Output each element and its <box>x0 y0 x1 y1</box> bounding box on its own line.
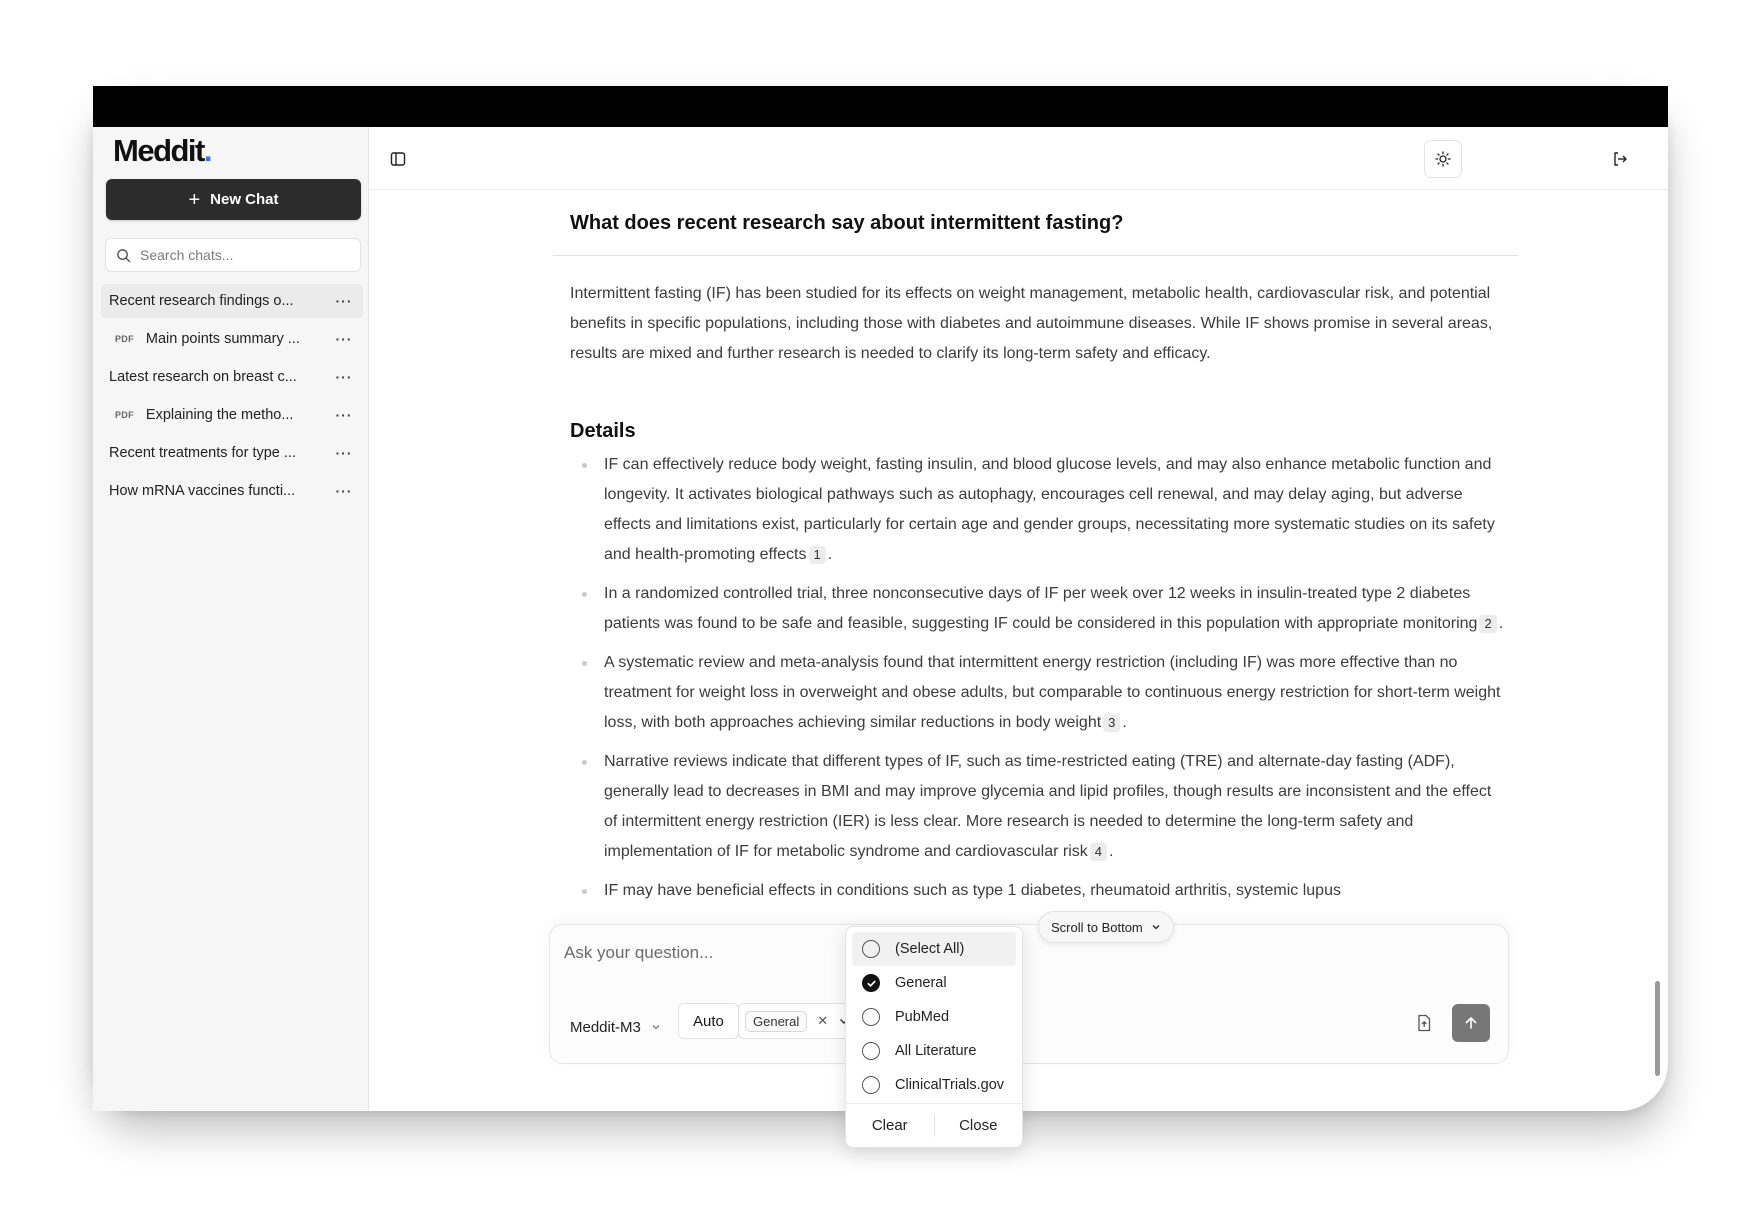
send-button[interactable] <box>1452 1004 1490 1042</box>
more-options-icon[interactable]: ··· <box>335 483 353 499</box>
chat-title: Latest research on breast c... <box>109 369 297 385</box>
checkbox[interactable] <box>862 1008 880 1026</box>
search-box <box>105 238 361 272</box>
bullet-text: IF may have beneficial effects in conditions such as type 1 diabetes, rheumatoid arthritis, systemic lupus <box>604 882 1341 899</box>
attach-file-button[interactable] <box>1410 1009 1438 1037</box>
file-upload-icon <box>1416 1014 1432 1032</box>
search-icon <box>116 248 131 263</box>
list-item <box>570 648 1505 738</box>
list-item <box>570 450 1505 570</box>
more-options-icon[interactable]: ··· <box>335 407 353 423</box>
option-label: (Select All) <box>895 941 965 957</box>
chat-content <box>553 190 1504 925</box>
option-select-all[interactable] <box>852 932 1016 966</box>
more-options-icon[interactable]: ··· <box>335 369 353 385</box>
theme-toggle-button[interactable] <box>1424 140 1462 178</box>
sun-icon <box>1435 151 1451 167</box>
arrow-up-icon <box>1463 1015 1479 1031</box>
clear-button[interactable]: Clear <box>871 1117 908 1134</box>
check-icon <box>866 978 877 989</box>
auto-label: Auto <box>693 1012 724 1030</box>
chat-item[interactable] <box>101 322 363 356</box>
list-item <box>570 876 1505 906</box>
chat-title: Explaining the metho... <box>145 407 294 423</box>
option-label: ClinicalTrials.gov <box>895 1077 1005 1093</box>
bullet-end: . <box>827 546 833 563</box>
pdf-badge: PDF <box>115 334 134 344</box>
more-options-icon[interactable]: ··· <box>335 331 353 347</box>
user-question: What does recent research say about intermittent fasting? <box>570 212 1124 234</box>
main-header <box>370 127 1668 190</box>
chat-title: Recent research findings o... <box>109 293 294 309</box>
chat-item[interactable] <box>101 398 363 432</box>
auto-button[interactable] <box>678 1003 739 1039</box>
bullet-end: . <box>1109 843 1114 860</box>
option-pubmed[interactable] <box>852 1000 1016 1034</box>
chat-item[interactable] <box>101 284 363 318</box>
toggle-sidebar-button[interactable] <box>384 145 412 173</box>
more-options-icon[interactable]: ··· <box>335 293 353 309</box>
logout-icon <box>1612 151 1628 167</box>
dropdown-footer <box>846 1103 1022 1147</box>
source-chip: General <box>745 1011 807 1032</box>
clear-source-icon[interactable]: ✕ <box>817 1013 829 1028</box>
scroll-to-bottom-label: Scroll to Bottom <box>1051 919 1143 935</box>
option-clinicaltrials[interactable] <box>852 1068 1016 1102</box>
close-button[interactable]: Close <box>959 1117 998 1134</box>
checkbox-checked[interactable] <box>862 974 880 992</box>
scrollbar-thumb[interactable] <box>1655 981 1660 1076</box>
logo-text: Meddit <box>113 133 204 168</box>
model-name: Meddit-M3 <box>570 1018 641 1036</box>
chevron-down-icon <box>1151 922 1161 932</box>
pdf-badge: PDF <box>115 410 134 420</box>
bullet-text: IF can effectively reduce body weight, fasting insulin, and blood glucose levels, and may also enhance metabolic function and longevity. It activates biological pathways such as autophagy, encourages cell renewal, and may delay aging, but adverse effects and limitations exist, particularly for certain age and gender groups, necessitating more systematic studies on its safety and health-promoting effects <box>604 456 1495 563</box>
model-selector[interactable] <box>570 1012 661 1042</box>
details-list <box>570 450 1505 915</box>
checkbox[interactable] <box>862 940 880 958</box>
citation-badge[interactable]: 3 <box>1103 714 1120 732</box>
checkbox[interactable] <box>862 1042 880 1060</box>
chat-item[interactable] <box>101 474 363 508</box>
citation-badge[interactable]: 2 <box>1479 615 1496 633</box>
search-chats-input[interactable] <box>140 247 340 263</box>
app-logo[interactable] <box>113 133 211 169</box>
chat-item[interactable] <box>101 360 363 394</box>
chat-list <box>101 284 363 512</box>
list-item <box>570 747 1505 867</box>
chat-item[interactable] <box>101 436 363 470</box>
bullet-text: A systematic review and meta-analysis found that intermittent energy restriction (including IF) was more effective than no treatment for weight loss in overweight and obese adults, but comparable to continuous energy restriction for short-term weight loss, with both approaches achieving similar reductions in body weight <box>604 654 1501 731</box>
option-label: PubMed <box>895 1009 950 1025</box>
more-options-icon[interactable]: ··· <box>335 445 353 461</box>
chat-title: Recent treatments for type ... <box>109 445 296 461</box>
option-all-literature[interactable] <box>852 1034 1016 1068</box>
chevron-down-icon <box>651 1022 661 1032</box>
bullet-text: In a randomized controlled trial, three nonconsecutive days of IF per week over 12 weeks in insulin-treated type 2 diabetes patients was found to be safe and feasible, suggesting IF could be considered in this population with appropriate monitoring <box>604 585 1478 632</box>
plus-icon: + <box>188 188 201 211</box>
sidebar <box>93 127 369 1111</box>
scroll-to-bottom-button[interactable] <box>1038 911 1174 943</box>
details-heading: Details <box>570 420 636 442</box>
option-label: All Literature <box>895 1043 977 1059</box>
option-label: General <box>895 975 947 991</box>
app-window <box>93 86 1668 1134</box>
device-top-bar <box>93 86 1668 127</box>
chat-title: How mRNA vaccines functi... <box>109 483 296 499</box>
list-item <box>570 579 1505 639</box>
composer <box>549 924 1509 1064</box>
option-general[interactable] <box>852 966 1016 1000</box>
bullet-end: . <box>1122 714 1127 731</box>
logo-dot: . <box>203 133 211 168</box>
new-chat-button[interactable] <box>106 179 361 220</box>
sidebar-toggle-icon <box>390 151 406 167</box>
citation-badge[interactable]: 1 <box>809 546 826 564</box>
bullet-text: Narrative reviews indicate that different types of IF, such as time-restricted eating (TRE) and alternate-day fasting (ADF), generally lead to decreases in BMI and may improve glycemia and lipid profiles, though results are inconsistent and the effect of intermittent energy restriction (IER) is less clear. More research is needed to determine the long-term safety and implementation of IF for metabolic syndrome and cardiovascular risk <box>604 753 1492 860</box>
chat-title: Main points summary ... <box>145 331 300 347</box>
source-dropdown <box>845 926 1023 1148</box>
new-chat-label: New Chat <box>210 191 279 208</box>
logout-button[interactable] <box>1606 145 1634 173</box>
checkbox[interactable] <box>862 1076 880 1094</box>
bullet-end: . <box>1498 615 1504 632</box>
citation-badge[interactable]: 4 <box>1090 843 1107 861</box>
answer-summary: Intermittent fasting (IF) has been studied for its effects on weight management, metabolic health, cardiovascular risk, and potential benefits in specific populations, including those with diabetes and autoimmune diseases. While IF shows promise in several areas, results are mixed and further research is needed to clarify its long-term safety and efficacy. <box>570 285 1493 362</box>
